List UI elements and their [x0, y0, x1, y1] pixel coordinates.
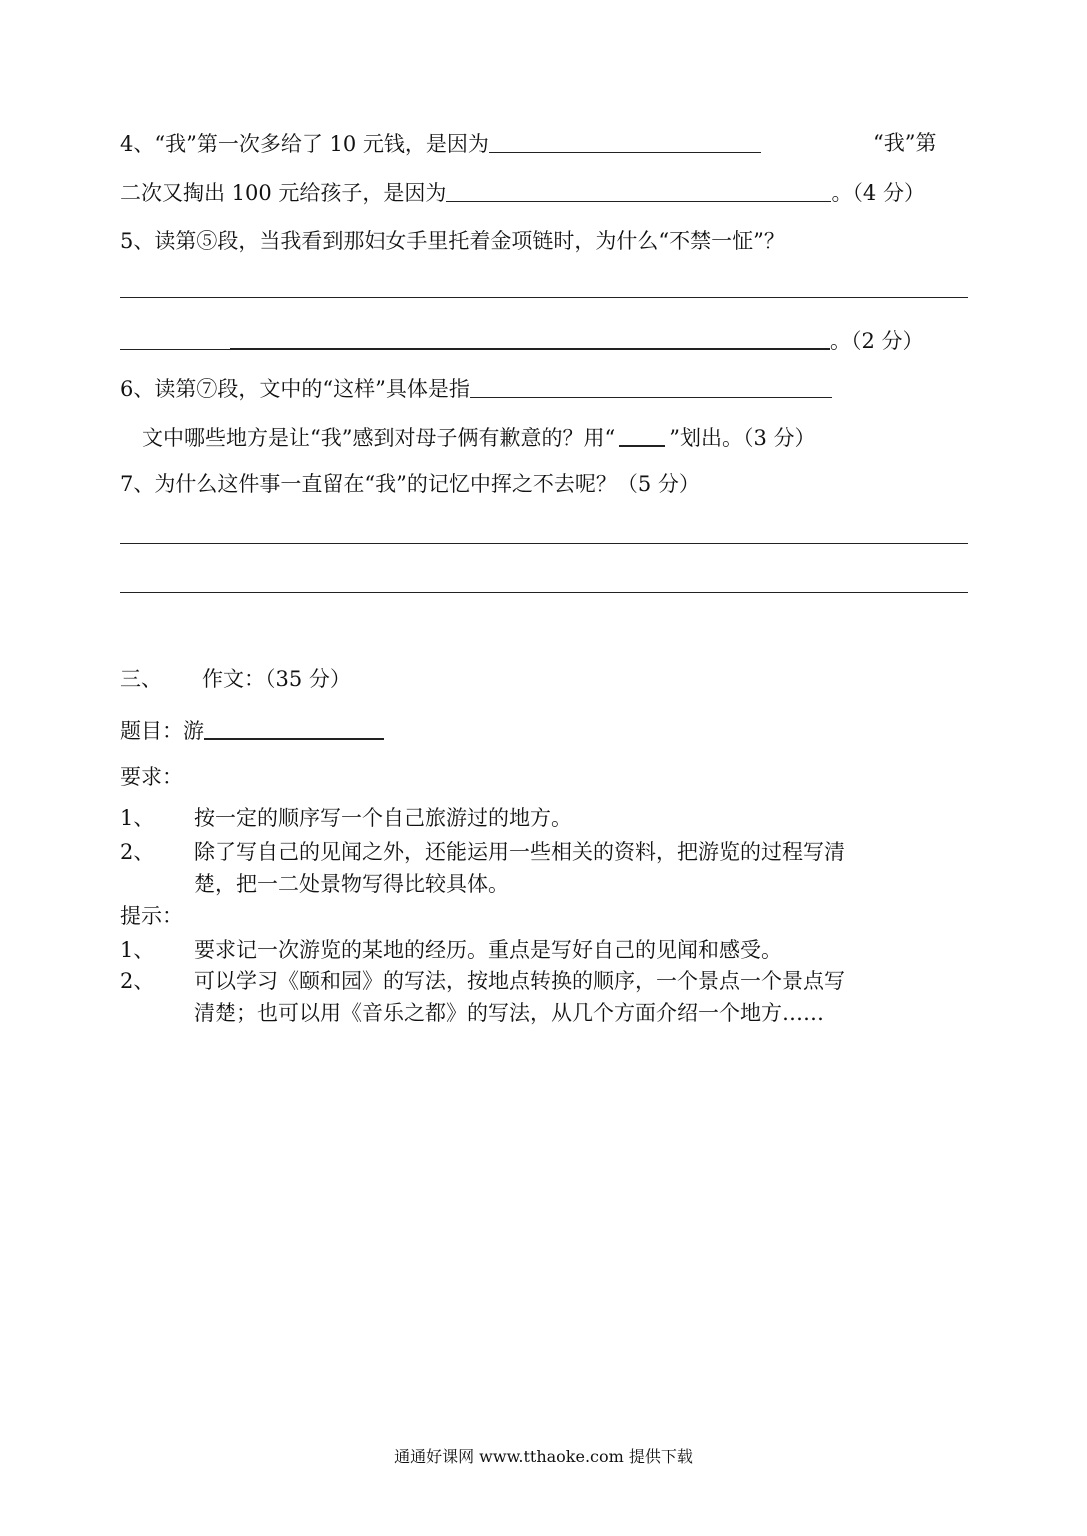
q4-answer-blank-1[interactable] [489, 130, 761, 153]
tips-label-text: 提示： [120, 904, 183, 928]
tip-2-text-line2: 清楚；也可以用《音乐之都》的写法，从几个方面介绍一个地方…… [194, 1001, 824, 1025]
q6-line2-text-b: ”划出。（3 分） [669, 426, 816, 450]
q7-text: 7、为什么这件事一直留在“我”的记忆中挥之不去呢？（5 分） [120, 472, 700, 496]
q5-line [120, 226, 785, 256]
page-footer: 通通好课网 www.tthaoke.com 提供下载 [394, 1447, 693, 1466]
q6-text: 6、读第⑦段，文中的“这样”具体是指 [120, 377, 470, 401]
composition-title [120, 714, 384, 744]
tip-1-text: 要求记一次游览的某地的经历。重点是写好自己的见闻和感受。 [194, 938, 782, 962]
composition-heading-num: 三、 [120, 667, 162, 691]
composition-heading-text: 作文：（35 分） [202, 667, 351, 691]
q5-score: 。（2 分） [830, 329, 924, 353]
composition-title-label: 题目：游 [120, 719, 204, 743]
q6-underline-sample [619, 423, 665, 447]
requirements-label [120, 762, 183, 792]
q7-answer-line-1[interactable] [120, 543, 968, 544]
q4-text-part1: 4、“我”第一次多给了 10 元钱，是因为 [120, 132, 489, 156]
q5-answer-line-1[interactable] [120, 297, 968, 298]
q4-line2 [120, 177, 925, 207]
composition-heading [120, 664, 351, 694]
q5-text: 5、读第⑤段，当我看到那妇女手里托着金项链时，为什么“不禁一怔”？ [120, 229, 785, 253]
tip-1-num: 1、 [120, 938, 155, 962]
requirement-1-text: 按一定的顺序写一个自己旅游过的地方。 [194, 806, 572, 830]
q6-answer-blank[interactable] [470, 375, 832, 398]
tip-2-text-line1: 可以学习《颐和园》的写法，按地点转换的顺序，一个景点一个景点写 [194, 969, 845, 993]
requirement-2-text-line2: 楚，把一二处景物写得比较具体。 [194, 872, 509, 896]
tips-label [120, 901, 183, 931]
q4-text-part3: 二次又掏出 100 元给孩子，是因为 [120, 181, 447, 205]
composition-title-blank[interactable] [204, 716, 384, 740]
q5-answer-blank-bold[interactable] [230, 326, 830, 350]
q5-line-end [120, 324, 924, 354]
q7-answer-line-2[interactable] [120, 592, 968, 593]
requirement-2-text-line1: 除了写自己的见闻之外，还能运用一些相关的资料，把游览的过程写清 [194, 840, 845, 864]
q4-text-part2: “我”第 [873, 131, 937, 155]
q4-score: 。（4 分） [831, 181, 925, 205]
q4-line1 [120, 128, 761, 158]
tip-2-num: 2、 [120, 969, 155, 993]
q6-line2-text-a: 文中哪些地方是让“我”感到对母子俩有歉意的？用“ [142, 426, 616, 450]
q6-line [120, 373, 832, 403]
requirements-label-text: 要求： [120, 765, 183, 789]
q4-line1-tail [873, 128, 936, 158]
q7-line [120, 469, 700, 499]
requirement-2-num: 2、 [120, 840, 155, 864]
q4-answer-blank-2[interactable] [446, 179, 831, 202]
q6-line2 [142, 421, 816, 451]
q5-answer-blank-thin[interactable] [120, 327, 230, 350]
requirement-1-num: 1、 [120, 806, 155, 830]
